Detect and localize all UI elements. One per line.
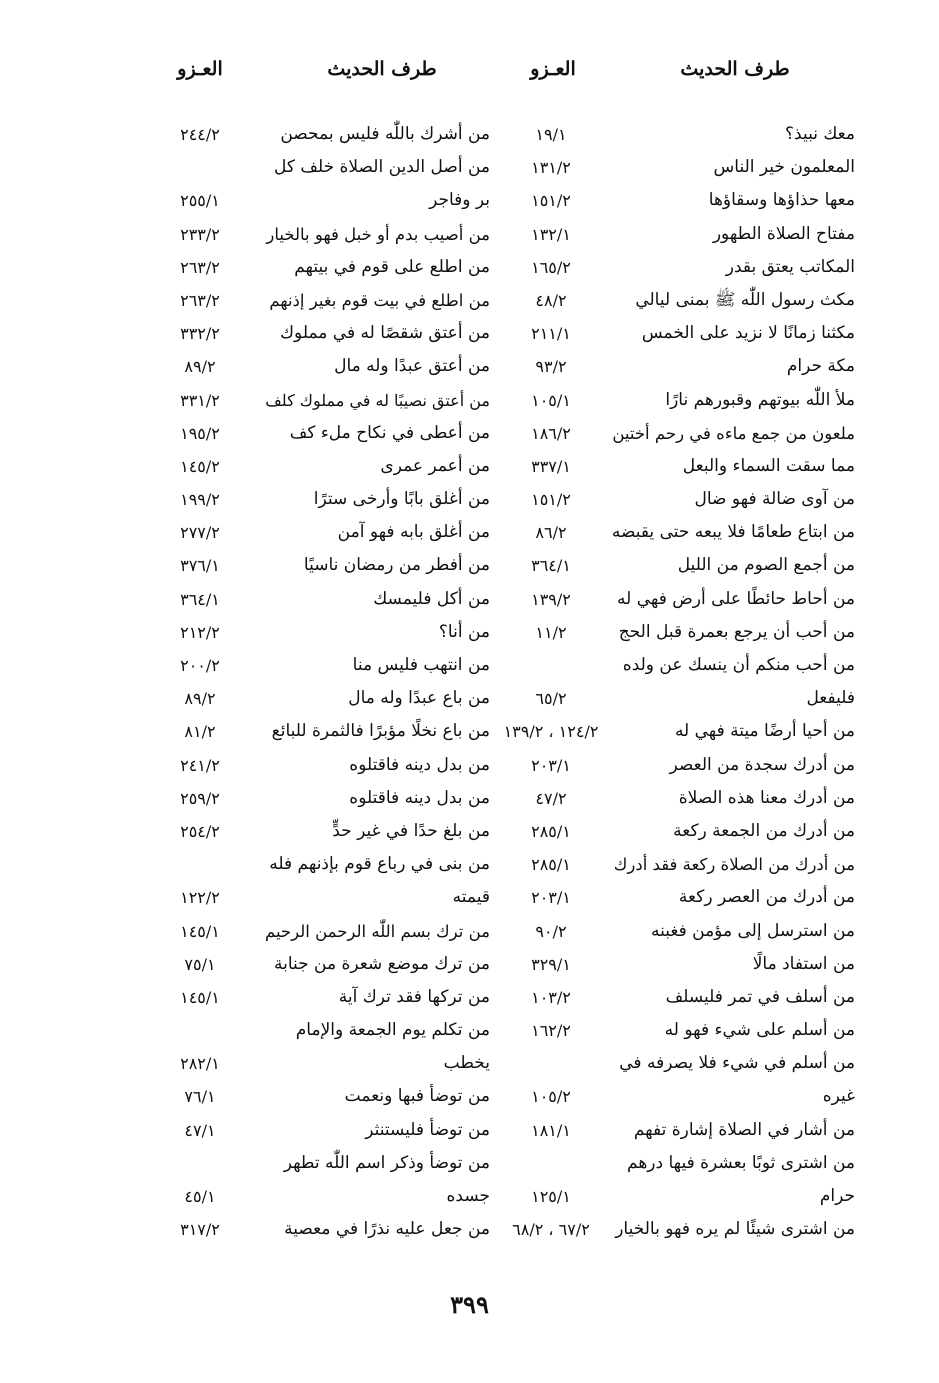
hadith-text: من بدل دينه فاقتلوه — [349, 787, 490, 808]
hadith-reference: ١٥١/٢ — [531, 490, 571, 510]
index-entry — [150, 1147, 502, 1180]
hadith-reference: ٢٤١/٢ — [180, 755, 220, 775]
index-entry — [150, 184, 502, 217]
hadith-text: من أعمر عمرى — [380, 455, 490, 476]
hadith-text: مما سقت السماء والبعل — [682, 455, 855, 476]
index-entry — [503, 284, 855, 317]
index-entry — [150, 151, 502, 184]
index-entry — [150, 284, 502, 317]
hadith-text: مكث رسول اللّٰه ﷺ بمنى ليالي — [635, 289, 855, 310]
hadith-text: فليفعل — [806, 688, 855, 709]
hadith-text: من توضأ فبها ونعمت — [344, 1086, 490, 1107]
hadith-text: من أعتق نصيبًا له في مملوك كلف — [265, 390, 490, 410]
hadith-text: من أدرك من الجمعة ركعة — [673, 820, 855, 841]
hadith-reference: ٧٥/١ — [184, 954, 216, 974]
hadith-text: من أدرك من العصر ركعة — [678, 887, 855, 908]
index-entry — [503, 649, 855, 682]
header-hadith-text: طرف الحديث — [327, 58, 437, 80]
index-entry — [150, 1047, 502, 1080]
index-entry — [503, 1180, 855, 1213]
hadith-text: من أعطى في نكاح ملء كف — [289, 422, 490, 443]
hadith-text: من أكل فليمسك — [373, 588, 490, 609]
index-entry — [503, 118, 855, 151]
hadith-reference: ٣٦٤/١ — [531, 556, 571, 576]
index-entry — [503, 384, 855, 417]
hadith-text: من أنا؟ — [438, 621, 490, 642]
index-entry — [150, 549, 502, 582]
index-entry — [503, 815, 855, 848]
index-entry — [503, 417, 855, 450]
hadith-reference: ٤٧/١ — [184, 1120, 216, 1140]
hadith-reference: ٢٨٥/١ — [531, 821, 571, 841]
hadith-reference: ٢١٢/٢ — [180, 622, 220, 642]
index-entry — [503, 251, 855, 284]
index-entry — [503, 1080, 855, 1113]
hadith-reference: ١٦٥/٢ — [531, 257, 571, 277]
hadith-reference: ١٨٦/٢ — [531, 423, 571, 443]
hadith-reference: ٦٥/٢ — [535, 689, 567, 709]
index-entry — [503, 1147, 855, 1180]
hadith-text: مفتاح الصلاة الطهور — [712, 223, 855, 244]
hadith-text: من أصل الدين الصلاة خلف كل — [274, 157, 490, 178]
hadith-text: من استفاد مالًا — [752, 953, 855, 974]
hadith-text: حرام — [819, 1186, 855, 1206]
hadith-reference: ٢٥٩/٢ — [180, 788, 220, 808]
index-entry — [503, 881, 855, 914]
hadith-text: من استرسل إلى مؤمن فغبنه — [651, 920, 855, 941]
hadith-reference: ٧٦/١ — [184, 1087, 216, 1107]
index-entry — [150, 1180, 502, 1213]
hadith-text: من باع عبدًا وله مال — [348, 688, 490, 709]
hadith-text: من ترك موضع شعرة من جنابة — [273, 953, 490, 974]
hadith-reference: ١٢٥/١ — [531, 1187, 571, 1206]
index-entry — [150, 749, 502, 782]
hadith-text: من أحاط حائطًا على أرض فهي له — [617, 588, 855, 609]
left-column-rows — [150, 118, 502, 1246]
index-entry — [150, 948, 502, 981]
hadith-reference: ٣٣١/٢ — [180, 390, 220, 410]
hadith-text: من باع نخلًا مؤبرًا فالثمرة للبائع — [271, 721, 490, 742]
hadith-text: قيمته — [452, 887, 490, 908]
index-entry — [150, 317, 502, 350]
index-entry — [150, 981, 502, 1014]
hadith-reference: ٤٥/١ — [184, 1187, 216, 1206]
hadith-reference: ١٩٩/٢ — [180, 490, 220, 510]
index-entry — [150, 881, 502, 914]
index-entry — [150, 815, 502, 848]
hadith-reference: ٣٢٩/١ — [531, 954, 571, 974]
index-entry — [503, 516, 855, 549]
index-entry — [150, 1014, 502, 1047]
hadith-text: يخطب — [443, 1053, 490, 1074]
index-entry — [503, 715, 855, 748]
index-entry — [503, 782, 855, 815]
index-entry — [150, 384, 502, 417]
index-entry — [503, 317, 855, 350]
header-hadith-text: طرف الحديث — [680, 58, 790, 80]
hadith-text: من أشرك باللّٰه فليس بمحصن — [280, 124, 490, 144]
hadith-reference: ٢٥٤/٢ — [180, 821, 220, 841]
index-entry — [503, 1047, 855, 1080]
hadith-reference: ٣٣٢/٢ — [180, 324, 220, 344]
hadith-reference: ٢٨٥/١ — [531, 855, 571, 875]
hadith-text: من أدرك معنا هذه الصلاة — [678, 787, 855, 808]
index-entry — [503, 749, 855, 782]
index-page — [150, 50, 855, 1340]
hadith-text: من أعتق عبدًا وله مال — [334, 356, 490, 377]
hadith-reference: ١٠٥/١ — [531, 390, 571, 410]
hadith-text: من ابتاع طعامًا فلا يبعه حتى يقبضه — [611, 522, 855, 543]
index-entry — [503, 350, 855, 383]
hadith-text: معك نبيذ؟ — [785, 124, 855, 144]
hadith-reference: ١٨١/١ — [531, 1120, 571, 1140]
hadith-text: من أحب أن يرجع بعمرة قبل الحج — [618, 621, 855, 642]
index-entry — [150, 417, 502, 450]
hadith-text: جسده — [446, 1186, 490, 1206]
hadith-reference: ٣٣٧/١ — [531, 456, 571, 476]
hadith-reference: ٢٤٤/٢ — [180, 125, 220, 144]
hadith-text: من ترك بسم اللّٰه الرحمن الرحيم — [264, 921, 490, 941]
hadith-text: المكاتب يعتق بقدر — [725, 256, 855, 277]
hadith-reference: ١٦٢/٢ — [531, 1021, 571, 1041]
index-entry — [150, 649, 502, 682]
hadith-text: من أدرك من الصلاة ركعة فقد أدرك — [613, 855, 855, 875]
hadith-reference: ٤٧/٢ — [535, 788, 567, 808]
index-entry — [150, 616, 502, 649]
hadith-reference: ١٤٥/١ — [180, 921, 220, 941]
hadith-reference: ١٥١/٢ — [531, 191, 571, 211]
hadith-reference: ١٤٥/١ — [180, 987, 220, 1007]
hadith-text: من بنى في رباع قوم بإذنهم فله — [269, 854, 490, 875]
hadith-text: من أحيا أرضًا ميتة فهي له — [674, 721, 855, 742]
hadith-reference: ٢٠٣/١ — [531, 755, 571, 775]
index-entry — [150, 682, 502, 715]
header-reference: العـزو — [530, 58, 576, 80]
index-entry — [503, 981, 855, 1014]
hadith-text: من جعل عليه نذرًا في معصية — [284, 1219, 490, 1240]
index-entry — [150, 251, 502, 284]
index-entry — [503, 184, 855, 217]
hadith-text: من اشترى شيئًا لم يره فهو بالخيار — [615, 1219, 855, 1240]
index-entry — [150, 450, 502, 483]
index-entry — [503, 218, 855, 251]
hadith-reference: ٢١١/١ — [531, 324, 571, 344]
hadith-reference: ٣٧٦/١ — [180, 556, 220, 576]
hadith-reference: ١١/٢ — [535, 622, 567, 642]
hadith-text: من انتهب فليس منا — [352, 655, 490, 675]
index-entry — [150, 118, 502, 151]
hadith-reference: ١٠٥/٢ — [531, 1087, 571, 1107]
hadith-reference: ١٣٢/١ — [531, 224, 571, 244]
hadith-text: من أغلق بابه فهو آمن — [337, 522, 490, 543]
hadith-reference: ٦٧/٢ ، ٦٨/٢ — [512, 1220, 590, 1240]
header-reference: العـزو — [177, 58, 223, 80]
hadith-text: من توضأ فليستنثر — [365, 1119, 490, 1140]
hadith-reference: ١٩٥/٢ — [180, 423, 220, 443]
hadith-text: من أفطر من رمضان ناسيًا — [303, 555, 490, 576]
index-entry — [503, 616, 855, 649]
hadith-text: مكثنا زمانًا لا نزيد على الخمس — [641, 323, 855, 344]
hadith-text: من اشترى ثوبًا بعشرة فيها درهم — [627, 1152, 855, 1173]
hadith-reference: ٩٠/٢ — [535, 921, 567, 941]
index-entry — [503, 549, 855, 582]
hadith-reference: ١٩/١ — [535, 125, 567, 144]
hadith-reference: ١٠٣/٢ — [531, 987, 571, 1007]
hadith-text: من آوى ضالة فهو ضال — [694, 489, 855, 510]
index-entry — [503, 1114, 855, 1147]
hadith-text: من أشار في الصلاة إشارة تفهم — [633, 1119, 855, 1140]
index-entry — [503, 682, 855, 715]
hadith-reference: ٨٩/٢ — [184, 689, 216, 709]
hadith-text: من اطلع على قوم في بيتهم — [294, 256, 490, 277]
hadith-text: من بدل دينه فاقتلوه — [349, 754, 490, 775]
index-entry — [150, 782, 502, 815]
hadith-reference: ١٣١/٢ — [531, 158, 571, 178]
index-entry — [503, 1014, 855, 1047]
hadith-reference: ٢٠٠/٢ — [180, 656, 220, 675]
hadith-reference: ٤٨/٢ — [535, 290, 567, 310]
hadith-text: من أحب منكم أن ينسك عن ولده — [622, 655, 855, 675]
hadith-text: المعلمون خير الناس — [713, 157, 855, 178]
hadith-reference: ٢٦٣/٢ — [180, 290, 220, 310]
hadith-reference: ٣٦٤/١ — [180, 589, 220, 609]
hadith-reference: ١٤٥/٢ — [180, 456, 220, 476]
index-entry — [150, 483, 502, 516]
right-column-header — [503, 50, 855, 118]
hadith-text: من توضأ وذكر اسم اللّٰه تطهر — [283, 1152, 490, 1173]
hadith-text: من أصيب بدم أو خبل فهو بالخيار — [266, 224, 490, 244]
hadith-text: من أسلم في شيء فلا يصرفه في — [619, 1053, 855, 1074]
index-entry — [150, 583, 502, 616]
hadith-text: ملأ اللّٰه بيوتهم وقبورهم نارًا — [665, 389, 855, 410]
hadith-reference: ٢٥٥/١ — [180, 191, 220, 211]
hadith-text: معها حذاؤها وسقاؤها — [708, 190, 855, 211]
hadith-reference: ٨١/٢ — [184, 722, 216, 742]
hadith-reference: ٨٩/٢ — [184, 357, 216, 377]
right-column-rows — [503, 118, 855, 1246]
hadith-reference: ١٣٩/٢ — [531, 589, 571, 609]
index-entry — [150, 218, 502, 251]
index-entry — [150, 1114, 502, 1147]
index-entry — [150, 1213, 502, 1246]
hadith-text: غيره — [822, 1086, 855, 1107]
hadith-reference: ٩٣/٢ — [535, 357, 567, 377]
index-entry — [150, 1080, 502, 1113]
hadith-text: من أغلق بابًا وأرخى سترًا — [313, 489, 490, 510]
index-entry — [150, 715, 502, 748]
hadith-reference: ٢٨٢/١ — [180, 1054, 220, 1074]
hadith-text: مكة حرام — [786, 356, 855, 377]
index-entry — [503, 848, 855, 881]
index-entry — [503, 483, 855, 516]
hadith-text: ملعون من جمع ماءه في رحم أختين — [612, 423, 855, 443]
index-entry — [150, 516, 502, 549]
right-column — [503, 50, 855, 1246]
hadith-text: من تكلم يوم الجمعة والإمام — [295, 1020, 490, 1041]
hadith-text: من أدرك سجدة من العصر — [669, 754, 855, 775]
page-number: ٣٩٩ — [450, 1290, 489, 1319]
hadith-reference: ٣١٧/٢ — [180, 1220, 220, 1240]
hadith-text: من بلغ حدًا في غير حدٍّ — [332, 820, 490, 841]
hadith-text: من أسلف في تمر فليسلف — [665, 986, 855, 1007]
hadith-text: من أعتق شقصًا له في مملوك — [280, 323, 490, 344]
hadith-reference: ٨٦/٢ — [535, 523, 567, 543]
index-entry — [503, 1213, 855, 1246]
index-entry — [150, 915, 502, 948]
left-column — [150, 50, 502, 1246]
hadith-text: من أجمع الصوم من الليل — [677, 555, 855, 576]
hadith-reference: ١٢٤/٢ ، ١٣٩/٢ — [503, 722, 599, 742]
index-entry — [503, 915, 855, 948]
index-entry — [503, 450, 855, 483]
index-entry — [503, 151, 855, 184]
hadith-text: بر وفاجر — [429, 190, 490, 211]
hadith-reference: ١٢٢/٢ — [180, 888, 220, 908]
index-entry — [150, 848, 502, 881]
hadith-reference: ٢٧٧/٢ — [180, 523, 220, 543]
index-entry — [150, 350, 502, 383]
index-entry — [503, 583, 855, 616]
hadith-text: من أسلم على شيء فهو له — [664, 1020, 855, 1041]
hadith-reference: ٢٣٣/٢ — [180, 224, 220, 244]
hadith-text: من تركها فقد ترك آية — [338, 986, 490, 1007]
left-column-header — [150, 50, 502, 118]
hadith-reference: ٢٠٣/١ — [531, 888, 571, 908]
index-entry — [503, 948, 855, 981]
hadith-text: من اطلع في بيت قوم بغير إذنهم — [269, 290, 490, 310]
hadith-reference: ٢٦٣/٢ — [180, 257, 220, 277]
